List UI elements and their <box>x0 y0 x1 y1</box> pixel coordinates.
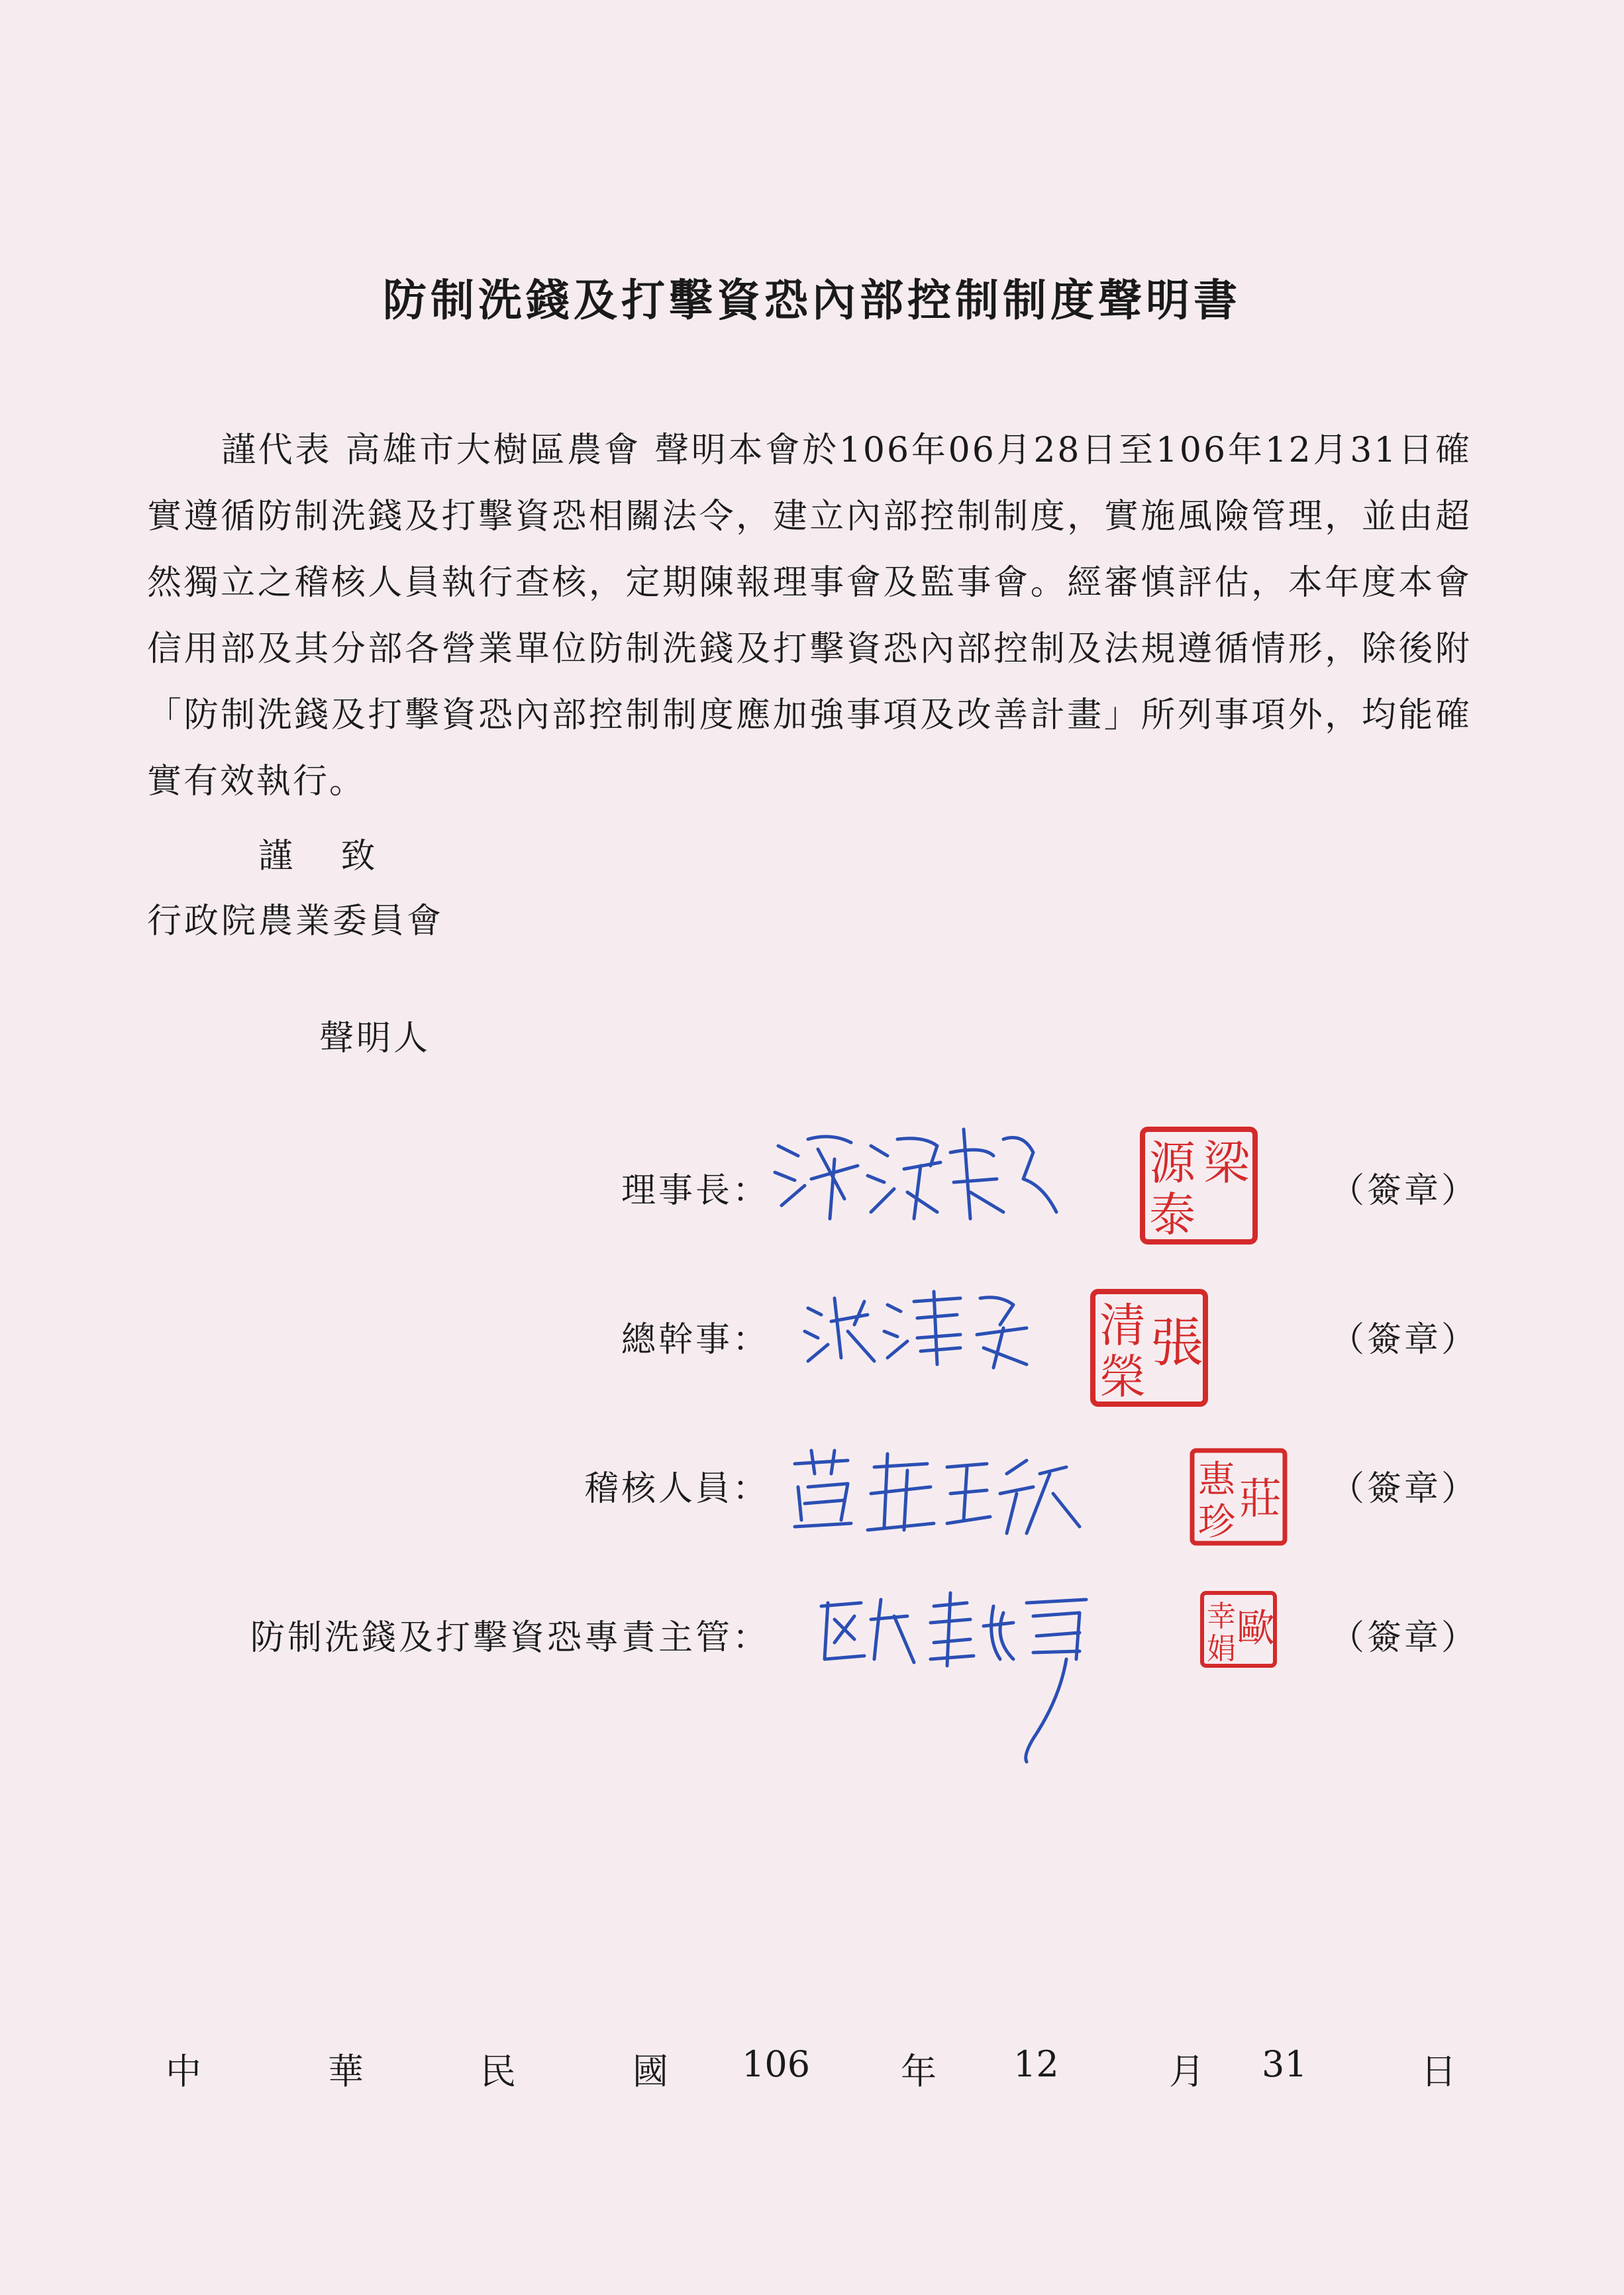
chairman-seal-note: （簽章） <box>1330 1171 1479 1211</box>
seal-char: 娟 <box>1207 1632 1236 1666</box>
aml-officer-label: 防制洗錢及打擊資恐專責主管： <box>250 1618 770 1658</box>
aml-officer-seal-note: （簽章） <box>1330 1618 1479 1658</box>
date-char: 中 <box>166 2051 201 2092</box>
auditor-seal <box>1189 1447 1288 1547</box>
chairman-seal <box>1139 1126 1258 1245</box>
date-year: 106 <box>742 2043 811 2085</box>
date-char: 華 <box>328 2051 364 2092</box>
seal-char: 惠 <box>1198 1458 1235 1502</box>
statement-paragraph: 謹代表 高雄市大樹區農會 聲明本會於106年06月28日至106年12月31日確實遵循防制洗錢及打擊資恐相關法令，建立內部控制制度，實施風險管理，並由超然獨立之稽核人員執行查核，定期陳報理事會及監事會。經審慎評估，本年度本會信用部及其分部各營業單位防制洗錢及打擊資恐內部控制及法規遵循情形，除後附「防制洗錢及打擊資恐內部控制制度應加強事項及改善計畫」所列事項外，均能確實有效執行。 <box>147 431 1472 801</box>
date-month-unit: 月 <box>1169 2051 1205 2092</box>
seal-char: 榮 <box>1099 1350 1146 1404</box>
seal-char: 梁 <box>1203 1136 1250 1190</box>
aml-officer-seal <box>1199 1590 1278 1669</box>
recipient: 行政院農業委員會 <box>147 901 444 941</box>
auditor-seal-note: （簽章） <box>1330 1469 1479 1509</box>
seal-char: 歐 <box>1236 1606 1276 1651</box>
statement-body <box>147 417 1472 815</box>
chairman-label: 理事長： <box>621 1171 770 1211</box>
seal-char: 泰 <box>1149 1188 1195 1242</box>
declarant-label: 聲明人 <box>319 1019 431 1058</box>
general-manager-seal <box>1090 1288 1209 1407</box>
aml-officer-signature <box>815 1586 1099 1765</box>
auditor-label: 稽核人員： <box>584 1469 770 1509</box>
general-manager-signature <box>801 1285 1040 1371</box>
seal-char: 源 <box>1149 1136 1195 1190</box>
seal-char: 幸 <box>1207 1600 1236 1633</box>
auditor-signature <box>788 1447 1086 1540</box>
date-line <box>166 2043 1457 2090</box>
date-day: 31 <box>1262 2043 1307 2085</box>
seal-char: 珍 <box>1198 1501 1235 1544</box>
date-day-unit: 日 <box>1421 2051 1456 2092</box>
date-year-unit: 年 <box>901 2051 937 2092</box>
document-title: 防制洗錢及打擊資恐內部控制制度聲明書 <box>383 274 1241 326</box>
general-manager-seal-note: （簽章） <box>1330 1320 1479 1360</box>
closing-salutation: 謹 致 <box>258 837 394 876</box>
seal-char: 張 <box>1150 1312 1203 1374</box>
chairman-signature <box>772 1119 1063 1232</box>
date-char: 民 <box>480 2051 516 2092</box>
general-manager-label: 總幹事： <box>621 1320 770 1360</box>
seal-char: 莊 <box>1239 1475 1282 1524</box>
date-month: 12 <box>1013 2043 1059 2085</box>
date-char: 國 <box>633 2051 668 2092</box>
seal-char: 清 <box>1099 1298 1146 1352</box>
